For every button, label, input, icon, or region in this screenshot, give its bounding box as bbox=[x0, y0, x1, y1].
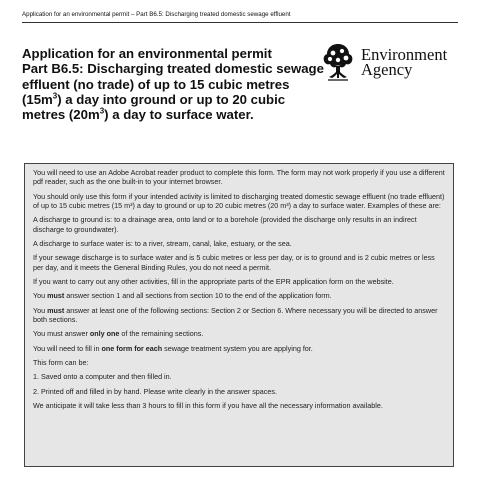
instruction-option-2: 2. Printed off and filled in by hand. Please write clearly in the answer spaces. bbox=[33, 386, 277, 396]
environment-agency-logo bbox=[320, 42, 460, 82]
instruction-scope: You should only use this form if your intended activity is limited to discharging treated domestic sewage effluent (no trade effluent) of up to 15 cubic metres (15 m³) a day to ground or up to 20 cubic metres (20 m³) a day to surface water. Examples of these are: bbox=[33, 191, 445, 211]
instruction-time-estimate: We anticipate it will take less than 3 hours to fill in this form if you have all the necessary information available. bbox=[33, 400, 383, 410]
title-line-2-end: ) a day to surface water. bbox=[104, 107, 254, 123]
logo-line-environment: Environment bbox=[361, 45, 448, 64]
instruction-acrobat: You will need to use an Adobe Acrobat reader product to complete this form. The form may not work properly if you use a different pdf reader, such as the one built-in to your internet browser. bbox=[33, 168, 445, 187]
running-header: Application for an environmental permit – Part B6.5: Discharging treated domestic sewage effluent bbox=[22, 11, 458, 23]
logo-line-agency: Agency bbox=[361, 60, 413, 79]
instruction-section-2-or-6: You must answer at least one of the following sections: Section 2 or Section 6. Where necessary you will be directed to answer both sections. bbox=[33, 305, 438, 325]
instruction-option-1: 1. Saved onto a computer and then filled in. bbox=[33, 372, 172, 382]
title-line-2-start: Part B6.5: Discharging treated domestic sewage effluent (no trade) of up to 15 cubic metres (15m bbox=[22, 61, 324, 107]
instructions-box bbox=[24, 163, 454, 467]
instruction-other-activities: If you want to carry out any other activities, fill in the appropriate parts of the EPR application form on the website. bbox=[33, 277, 394, 287]
instruction-surface-water-definition: A discharge to surface water is: to a river, stream, canal, lake, estuary, or the sea. bbox=[33, 239, 292, 249]
instruction-one-form-each: You will need to fill in one form for each sewage treatment system you are applying for. bbox=[33, 343, 313, 353]
title-line-2-middle: ) a day into ground or up to 20 cubic metres (20m bbox=[22, 91, 286, 123]
superscript-3: 3 bbox=[99, 106, 105, 116]
instruction-required-sections: You must answer section 1 and all sections from section 10 to the end of the application form. bbox=[33, 291, 332, 301]
instruction-ground-definition: A discharge to ground is: to a drainage area, onto land or to a borehole (provided the discharge only results in an indirect discharge to groundwater). bbox=[33, 215, 417, 234]
instruction-general-binding-rules: If your sewage discharge is to surface water and is 5 cubic metres or less per day, or is to ground and is 2 cubic metres or less per day, and it meets the General Binding Rules, you do not need a permit. bbox=[33, 253, 435, 272]
title-line-1: Application for an environmental permit bbox=[22, 46, 272, 61]
environment-agency-tree-icon bbox=[320, 42, 356, 82]
superscript-3: 3 bbox=[52, 91, 58, 101]
logo-wordmark bbox=[361, 47, 447, 77]
instruction-only-one: You must answer only one of the remaining sections. bbox=[33, 329, 204, 339]
instruction-form-can-be: This form can be: bbox=[33, 358, 89, 367]
page-title bbox=[22, 46, 332, 122]
